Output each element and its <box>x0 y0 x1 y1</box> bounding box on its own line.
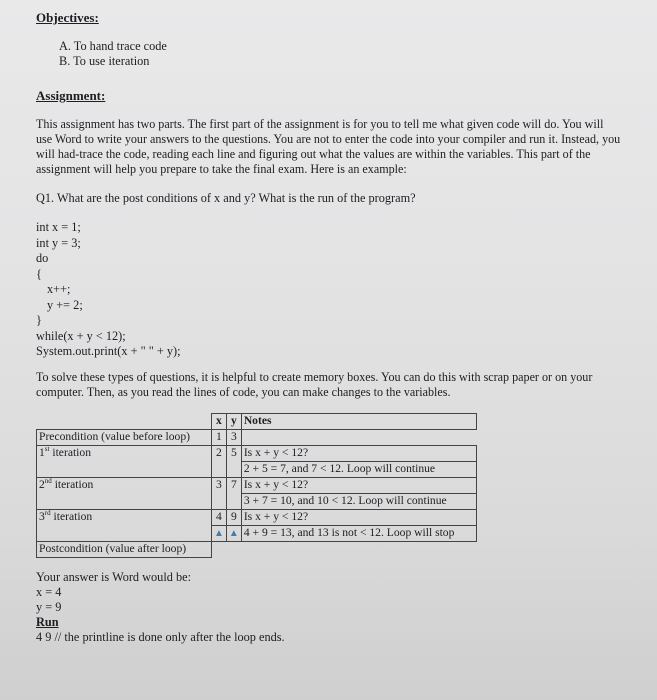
run-output-line: 4 9 // the printline is done only after the loop ends. <box>36 630 285 644</box>
code-line: do <box>36 251 49 265</box>
iteration-3-label: 3rd iteration <box>37 510 212 542</box>
iteration-1-y: 5 <box>226 446 241 478</box>
iteration-2-note-question: Is x + y < 12? <box>241 478 476 494</box>
objectives-heading: Objectives: <box>36 10 99 25</box>
iteration-1-note-result: 2 + 5 = 7, and 7 < 12. Loop will continue <box>241 462 476 478</box>
table-row-iteration-3 <box>37 510 477 526</box>
run-heading: Run <box>36 615 59 629</box>
code-line: int y = 3; <box>36 235 81 250</box>
iteration-2-label: 2nd iteration <box>37 478 212 510</box>
iteration-3-y: 9 <box>226 510 241 526</box>
table-row-iteration-1 <box>37 446 477 462</box>
memory-box-table <box>36 413 477 558</box>
table-header-row <box>37 414 477 430</box>
code-block <box>36 220 180 360</box>
header-x: x <box>212 414 227 430</box>
explanation-paragraph: To solve these types of questions, it is helpful to create memory boxes. You can do this with scrap paper or on your computer. Then, as you read the lines of code, you can make changes to the variables. <box>36 370 593 399</box>
iteration-2-x: 3 <box>212 478 227 510</box>
question-text: Q1. What are the post conditions of x and y? What is the run of the program? <box>36 191 416 205</box>
code-line: { <box>36 266 42 281</box>
iteration-3-x: 4 <box>212 510 227 526</box>
code-line: x++; <box>47 282 71 296</box>
code-line: while(x + y < 12); <box>36 328 126 343</box>
precondition-label: Precondition (value before loop) <box>37 430 212 446</box>
header-y: y <box>226 414 241 430</box>
answer-x: x = 4 <box>36 585 62 599</box>
header-notes: Notes <box>241 414 476 430</box>
iteration-2-y: 7 <box>226 478 241 510</box>
up-arrow-icon: ▲ <box>212 526 227 542</box>
code-line: int x = 1; <box>36 220 81 234</box>
postcondition-label: Postcondition (value after loop) <box>37 542 212 558</box>
code-line: } <box>36 313 42 327</box>
table-row-iteration-2 <box>37 478 477 494</box>
code-line: System.out.print(x + " " + y); <box>36 344 181 358</box>
iteration-1-label: 1st iteration <box>37 446 212 478</box>
table-row-postcondition <box>37 542 477 558</box>
answer-intro: Your answer is Word would be: <box>36 570 191 584</box>
iteration-1-x: 2 <box>212 446 227 478</box>
assignment-paragraph: This assignment has two parts. The first part of the assignment is for you to tell me what given code will do. You will use Word to write your answers to the questions. You are not to enter the code into your compiler and run it. Instead, you will had-trace the code, reading each line and figuring out what the values are within the variables. This part of the assignment will help you prepare to take the final exam. Here is an example: <box>36 117 621 176</box>
precondition-y: 3 <box>226 430 241 446</box>
iteration-3-note-result: 4 + 9 = 13, and 13 is not < 12. Loop will stop <box>241 526 476 542</box>
up-arrow-icon: ▲ <box>226 526 241 542</box>
iteration-3-note-question: Is x + y < 12? <box>241 510 476 526</box>
table-row-precondition <box>37 430 477 446</box>
objective-item-a: A. To hand trace code <box>59 39 167 53</box>
answer-y: y = 9 <box>36 600 62 614</box>
precondition-x: 1 <box>212 430 227 446</box>
iteration-2-note-result: 3 + 7 = 10, and 10 < 12. Loop will continue <box>241 494 476 510</box>
iteration-1-note-question: Is x + y < 12? <box>241 446 476 462</box>
objective-item-b: B. To use iteration <box>59 54 150 68</box>
assignment-heading: Assignment: <box>36 88 106 103</box>
code-line: y += 2; <box>47 297 83 312</box>
